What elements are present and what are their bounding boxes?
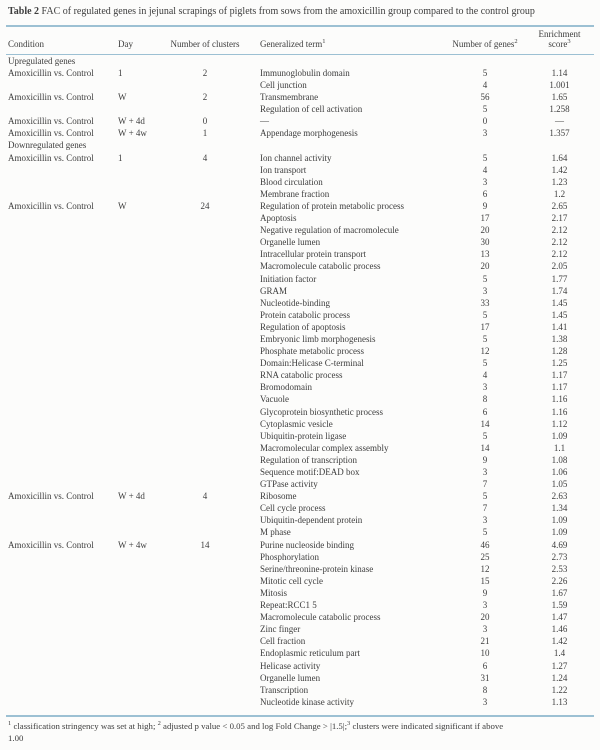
cell-score: 1.001 [549,80,570,91]
cell-term: Zinc finger [260,624,301,635]
footnote-sup-3: 3 [347,720,351,728]
cell-day: W + 4d [118,491,145,502]
table-row [6,370,594,382]
cell-score: 1.22 [551,684,568,695]
table-row [6,346,594,358]
cell-score: 2.65 [551,200,568,211]
table-row [6,285,594,297]
cell-term: Immunoglobulin domain [260,67,350,78]
cell-term: Endoplasmic reticulum part [260,648,360,659]
cell-clusters: 1 [202,128,208,139]
col-header-score-line1: Enrichment [538,29,581,39]
col-header-score-sup: 3 [567,37,571,45]
cell-term: Ribosome [260,491,297,502]
cell-term: Nucleotide-binding [260,297,330,308]
cell-genes: 20 [480,612,490,623]
cell-genes: 8 [482,394,488,405]
cell-score: 1.45 [551,309,568,320]
cell-score: 2.53 [551,563,568,574]
col-header-score-line2 [525,37,594,50]
cell-day: 1 [118,152,123,163]
table-row [6,164,594,176]
cell-genes: 3 [482,467,488,478]
cell-term: Membrane fraction [260,188,330,199]
cell-term: Macromolecule catabolic process [260,261,381,272]
table-row [6,624,594,636]
cell-condition: Amoxicillin vs. Control [8,539,94,550]
col-header-score [525,30,594,50]
footnote-part-2: adjusted p value < 0.05 and log Fold Change > |1.5|; [160,721,348,732]
table-row [6,321,594,333]
cell-clusters: 2 [202,92,208,103]
cell-term: Apoptosis [260,213,297,224]
cell-clusters: 4 [202,491,208,502]
cell-genes: 17 [480,213,490,224]
cell-term: Transmembrane [260,92,319,103]
table-row [6,491,594,503]
cell-score: 1.17 [551,370,568,381]
table-row [6,309,594,321]
cell-condition: Amoxicillin vs. Control [8,116,94,127]
cell-score: 1.17 [551,382,568,393]
table-header-row [6,27,594,50]
footnote-sup-1: 1 [8,720,12,728]
cell-genes: 6 [482,188,488,199]
cell-term: Transcription [260,684,309,695]
table-row [6,479,594,491]
cell-condition: Amoxicillin vs. Control [8,200,94,211]
section-row [6,140,594,152]
cell-genes: 4 [482,164,488,175]
cell-term: Regulation of apoptosis [260,321,346,332]
cell-term: Domain:Helicase C-terminal [260,358,364,369]
table-row [6,225,594,237]
cell-term: Ubiquitin-dependent protein [260,515,363,526]
cell-genes: 12 [480,346,490,357]
table-row [6,551,594,563]
cell-genes: 5 [482,309,488,320]
table-row [6,636,594,648]
table-row [6,176,594,188]
table-row [6,333,594,345]
cell-term: Protein catabolic process [260,309,350,320]
cell-day: W [118,92,127,103]
cell-genes: 5 [482,273,488,284]
cell-score: 1.09 [551,430,568,441]
cell-score: 2.26 [551,575,568,586]
table-row [6,382,594,394]
col-header-score-label: score [548,38,568,49]
cell-term: Macromolecule catabolic process [260,612,381,623]
table-row [6,297,594,309]
cell-term: Nucleotide kinase activity [260,696,354,707]
footnote-part-1: classification stringency was set at high; [11,721,158,732]
cell-genes: 5 [482,67,488,78]
table-row [6,696,594,708]
cell-term: Repeat:RCC1 5 [260,600,317,611]
cell-genes: 46 [480,539,490,550]
cell-score: 1.27 [551,660,568,671]
cell-genes: 56 [480,92,490,103]
col-header-term-sup: 1 [322,37,326,45]
cell-score: 2.17 [551,213,568,224]
table-row [6,79,594,91]
cell-score: 1.65 [551,92,568,103]
cell-term: Macromolecular complex assembly [260,442,389,453]
table-footnote [6,717,594,745]
section-row [6,55,594,67]
cell-score: 2.12 [551,237,568,248]
cell-genes: 3 [482,176,488,187]
cell-term: RNA catabolic process [260,370,343,381]
cell-genes: 9 [482,200,488,211]
cell-term: Ion transport [260,164,307,175]
table-row [6,563,594,575]
cell-term: Phosphate metabolic process [260,346,364,357]
cell-genes: 5 [482,430,488,441]
cell-term: Organelle lumen [260,672,321,683]
cell-genes: 3 [482,128,488,139]
cell-score: 1.16 [551,406,568,417]
cell-genes: 7 [482,503,488,514]
table-row [6,92,594,104]
table-row [6,466,594,478]
table-body [6,55,594,708]
cell-term: Embryonic limb morphogenesis [260,333,376,344]
cell-term: Mitotic cell cycle [260,575,323,586]
cell-score: 1.12 [551,418,568,429]
cell-score: 1.1 [553,442,566,453]
cell-term: Mitosis [260,587,288,598]
cell-score: 1.34 [551,503,568,514]
cell-term: — [260,116,269,127]
cell-score: 1.41 [551,321,568,332]
cell-score: 1.14 [551,67,568,78]
table-row [6,587,594,599]
cell-term: Regulation of transcription [260,454,357,465]
cell-score: 1.74 [551,285,568,296]
cell-term: Regulation of cell activation [260,104,363,115]
table-row [6,454,594,466]
cell-term: Cytoplasmic vesicle [260,418,333,429]
cell-term: Organelle lumen [260,237,321,248]
table-row [6,152,594,164]
cell-term: Helicase activity [260,660,321,671]
cell-term: Cell fraction [260,636,306,647]
cell-clusters: 4 [202,152,208,163]
col-header-clusters: Number of clusters [170,38,240,49]
cell-score: 1.64 [551,152,568,163]
cell-term: M phase [260,527,291,538]
cell-term: Purine nucleoside binding [260,539,354,550]
table-row [6,660,594,672]
cell-score: 1.357 [549,128,570,139]
table-row [6,600,594,612]
cell-score: 1.23 [551,176,568,187]
table-row [6,406,594,418]
cell-genes: 9 [482,454,488,465]
cell-term: Serine/threonine-protein kinase [260,563,374,574]
col-header-condition: Condition [8,38,45,49]
col-header-term [255,37,445,50]
cell-term: Ion channel activity [260,152,332,163]
table-row [6,672,594,684]
cell-term: Appendage morphogenesis [260,128,358,139]
cell-score: 1.2 [553,188,566,199]
cell-score: 1.16 [551,394,568,405]
cell-term: Vacuole [260,394,289,405]
cell-score: 1.13 [551,696,568,707]
cell-score: 1.59 [551,600,568,611]
table-row [6,527,594,539]
cell-term: GRAM [260,285,288,296]
col-header-genes-sup: 2 [514,37,518,45]
cell-score: 1.67 [551,587,568,598]
cell-clusters: 24 [200,200,210,211]
cell-score: 2.12 [551,225,568,236]
cell-condition: Amoxicillin vs. Control [8,128,94,139]
cell-genes: 8 [482,684,488,695]
cell-genes: 5 [482,491,488,502]
cell-genes: 17 [480,321,490,332]
cell-score: 1.09 [551,527,568,538]
cell-score: 2.05 [551,261,568,272]
cell-term: Cell cycle process [260,503,326,514]
footnote-part-3: clusters were indicated significant if above [350,721,504,732]
table-row [6,104,594,116]
cell-term: Glycoprotein biosynthetic process [260,406,383,417]
cell-genes: 25 [480,551,490,562]
cell-genes: 33 [480,297,490,308]
table-row [6,539,594,551]
cell-score: 1.05 [551,479,568,490]
cell-term: Ubiquitin-protein ligase [260,430,347,441]
cell-score: 1.08 [551,454,568,465]
cell-day: W + 4w [118,128,147,139]
cell-genes: 3 [482,624,488,635]
cell-score: 2.63 [551,491,568,502]
table-row [6,612,594,624]
col-header-genes [445,37,525,50]
table-row [6,249,594,261]
cell-genes: 20 [480,225,490,236]
cell-score: 1.45 [551,297,568,308]
table-row [6,515,594,527]
table-row [6,116,594,128]
col-header-day: Day [118,38,133,49]
cell-score: 1.42 [551,164,568,175]
cell-score: 2.12 [551,249,568,260]
cell-clusters: 0 [202,116,208,127]
table-row [6,237,594,249]
table-row [6,503,594,515]
table-row [6,213,594,225]
cell-genes: 20 [480,261,490,272]
footnote-sup-2: 2 [157,720,161,728]
table-row [6,273,594,285]
col-header-genes-label: Number of genes [452,38,515,49]
cell-genes: 14 [480,442,490,453]
cell-genes: 6 [482,660,488,671]
cell-genes: 5 [482,358,488,369]
cell-genes: 3 [482,515,488,526]
cell-genes: 10 [480,648,490,659]
cell-score: 1.25 [551,358,568,369]
cell-genes: 4 [482,80,488,91]
table-row [6,684,594,696]
cell-score: 4.69 [551,539,568,550]
cell-day: W + 4d [118,116,145,127]
cell-genes: 21 [480,636,490,647]
cell-score: 1.09 [551,515,568,526]
cell-term: Intracellular protein transport [260,249,366,260]
cell-genes: 9 [482,587,488,598]
table-row [6,648,594,660]
table-caption [6,4,594,17]
cell-genes: 5 [482,527,488,538]
cell-score: 1.42 [551,636,568,647]
cell-term: Negative regulation of macromolecule [260,225,399,236]
cell-term: Phosphorylation [260,551,320,562]
table-row [6,128,594,140]
cell-score: 1.38 [551,333,568,344]
table-row [6,430,594,442]
cell-score: 1.77 [551,273,568,284]
table-caption-text: FAC of regulated genes in jejunal scrapings of piglets from sows from the amoxicillin group compared to the control group [41,6,535,17]
cell-score: — [555,116,564,127]
cell-day: W [118,200,127,211]
table-number: Table 2 [8,6,40,17]
cell-term: GTPase activity [260,479,318,490]
cell-genes: 3 [482,696,488,707]
table-row [6,200,594,212]
cell-genes: 5 [482,104,488,115]
cell-genes: 15 [480,575,490,586]
table-row [6,575,594,587]
cell-score: 1.47 [551,612,568,623]
cell-score: 1.258 [549,104,570,115]
cell-genes: 31 [480,672,490,683]
cell-genes: 3 [482,285,488,296]
table-row [6,188,594,200]
footnote-line2: 1.00 [8,733,24,744]
cell-genes: 13 [480,249,490,260]
cell-genes: 5 [482,152,488,163]
cell-score: 1.46 [551,624,568,635]
cell-term: Cell junction [260,80,307,91]
section-label: Upregulated genes [8,55,76,66]
cell-condition: Amoxicillin vs. Control [8,67,94,78]
table-row [6,442,594,454]
cell-clusters: 2 [202,67,208,78]
cell-term: Sequence motif:DEAD box [260,467,360,478]
table-row [6,418,594,430]
cell-term: Blood circulation [260,176,323,187]
section-label: Downregulated genes [8,140,87,151]
table-row [6,261,594,273]
cell-score: 2.73 [551,551,568,562]
cell-score: 1.24 [551,672,568,683]
cell-genes: 3 [482,600,488,611]
cell-genes: 7 [482,479,488,490]
cell-condition: Amoxicillin vs. Control [8,152,94,163]
cell-genes: 6 [482,406,488,417]
table-row [6,394,594,406]
cell-condition: Amoxicillin vs. Control [8,92,94,103]
cell-score: 1.4 [553,648,566,659]
cell-day: 1 [118,67,123,78]
cell-genes: 3 [482,382,488,393]
table-row [6,67,594,79]
cell-score: 1.28 [551,346,568,357]
footnote-line1 [8,721,594,733]
table-row [6,358,594,370]
cell-term: Initiation factor [260,273,317,284]
cell-genes: 30 [480,237,490,248]
col-header-term-label: Generalized term [260,38,323,49]
cell-term: Bromodomain [260,382,312,393]
cell-genes: 0 [482,116,488,127]
cell-genes: 14 [480,418,490,429]
cell-genes: 12 [480,563,490,574]
cell-score: 1.06 [551,467,568,478]
cell-term: Regulation of protein metabolic process [260,200,404,211]
cell-genes: 5 [482,333,488,344]
cell-condition: Amoxicillin vs. Control [8,491,94,502]
cell-clusters: 14 [200,539,210,550]
cell-day: W + 4w [118,539,147,550]
cell-genes: 4 [482,370,488,381]
